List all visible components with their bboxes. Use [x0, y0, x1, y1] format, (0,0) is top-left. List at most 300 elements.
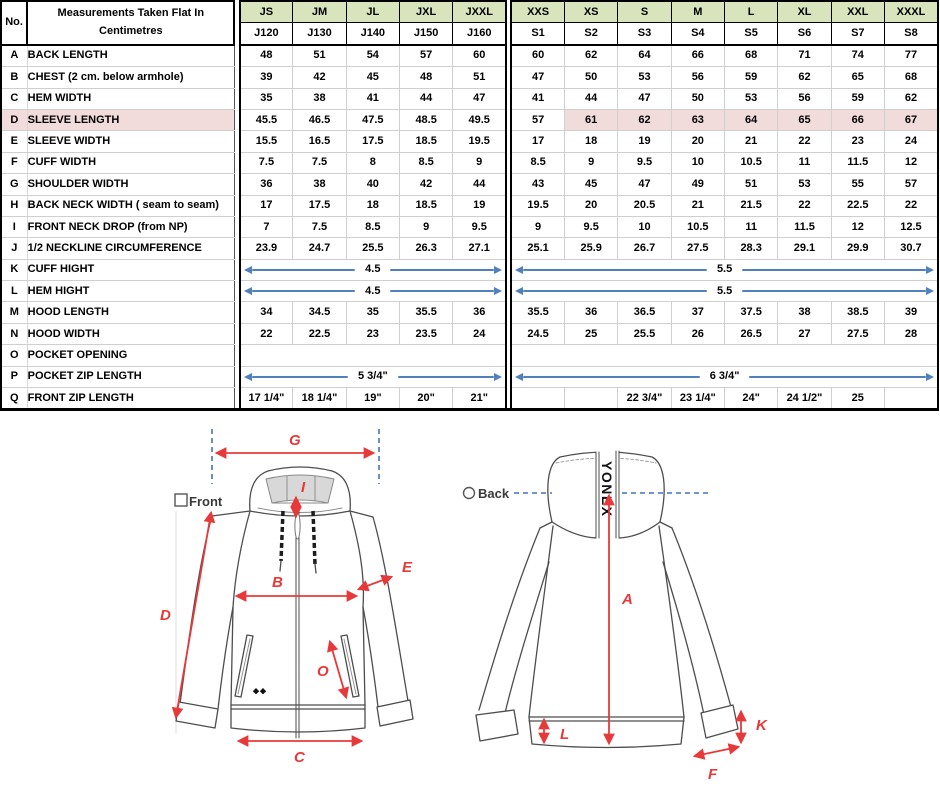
size-value-cell: 20.5	[618, 195, 671, 216]
measurement-label: HOOD WIDTH	[27, 323, 234, 344]
size-value-cell: 53	[724, 88, 777, 109]
size-value-cell: 19	[453, 195, 506, 216]
size-code-S8: S8	[884, 23, 938, 45]
size-value-cell: 29.9	[831, 238, 884, 259]
brand-logo-mark	[253, 688, 266, 694]
arrow-line	[742, 290, 926, 292]
size-code-J120: J120	[240, 23, 293, 45]
size-value-cell: 50	[565, 67, 618, 88]
size-value-cell: 22 3/4"	[618, 388, 671, 410]
size-value-cell: 10	[618, 216, 671, 237]
arrow-line	[523, 290, 707, 292]
size-value-cell: 24"	[724, 388, 777, 410]
arrow-line	[398, 376, 494, 378]
row-letter: M	[1, 302, 27, 323]
row-letter: O	[1, 345, 27, 366]
span-arrow	[512, 260, 937, 280]
size-value-cell: 37.5	[724, 302, 777, 323]
size-value-cell: 34	[240, 302, 293, 323]
size-header-XS: XS	[565, 1, 618, 23]
size-value-cell: 11	[724, 216, 777, 237]
front-view	[160, 429, 413, 766]
size-value-cell: 61	[565, 109, 618, 130]
size-header-XXS: XXS	[511, 1, 564, 23]
size-value-cell: 12	[831, 216, 884, 237]
size-value-cell: 66	[831, 109, 884, 130]
merged-j-cell	[240, 281, 507, 302]
size-value-cell: 50	[671, 88, 724, 109]
drawstring-tips	[280, 561, 316, 573]
arrow-right-head	[926, 373, 934, 381]
size-value-cell: 35	[346, 302, 399, 323]
size-value-cell: 8.5	[511, 152, 564, 173]
span-arrow	[241, 281, 506, 301]
size-value-cell: 9	[453, 152, 506, 173]
size-value-cell: 26.5	[724, 323, 777, 344]
size-value-cell: 60	[453, 45, 506, 67]
measurement-label: HOOD LENGTH	[27, 302, 234, 323]
size-code-J140: J140	[346, 23, 399, 45]
measurement-label: FRONT NECK DROP (from NP)	[27, 216, 234, 237]
size-value-cell: 24.7	[293, 238, 346, 259]
arrow-left-head	[244, 287, 252, 295]
garment-diagram	[0, 387, 940, 788]
arrow-right-head	[494, 266, 502, 274]
size-code-J150: J150	[399, 23, 452, 45]
size-value-cell: 66	[671, 45, 724, 67]
size-value-cell: 36	[240, 174, 293, 195]
size-value-cell: 8	[346, 152, 399, 173]
size-value-cell: 43	[511, 174, 564, 195]
d-arrow	[176, 513, 211, 717]
size-value-cell: 47	[453, 88, 506, 109]
size-value-cell: 12.5	[884, 216, 938, 237]
measurement-label: HEM HIGHT	[27, 281, 234, 302]
measurement-label: 1/2 NECKLINE CIRCUMFERENCE	[27, 238, 234, 259]
size-code-S6: S6	[778, 23, 831, 45]
row-letter: E	[1, 131, 27, 152]
size-value-cell: 42	[293, 67, 346, 88]
size-value-cell: 19"	[346, 388, 399, 410]
measurement-label: HEM WIDTH	[27, 88, 234, 109]
size-value-cell: 38	[293, 174, 346, 195]
arrow-value: 5.5	[716, 284, 733, 297]
letter-L: L	[560, 726, 570, 743]
size-value-cell: 65	[778, 109, 831, 130]
size-value-cell: 71	[778, 45, 831, 67]
size-value-cell: 22	[240, 323, 293, 344]
size-header-XXXL: XXXL	[884, 1, 938, 23]
size-value-cell: 51	[724, 174, 777, 195]
size-value-cell: 44	[565, 88, 618, 109]
arrow-left-head	[515, 373, 523, 381]
size-value-cell: 38	[778, 302, 831, 323]
size-value-cell: 11.5	[831, 152, 884, 173]
size-header-JL: JL	[346, 1, 399, 23]
size-value-cell: 21"	[453, 388, 506, 410]
letter-D: D	[160, 607, 171, 624]
size-value-cell: 25	[565, 323, 618, 344]
back-view-label: Back	[478, 486, 510, 501]
size-value-cell: 47	[511, 67, 564, 88]
size-code-S7: S7	[831, 23, 884, 45]
size-value-cell: 45.5	[240, 109, 293, 130]
size-header-JXXL: JXXL	[453, 1, 506, 23]
size-value-cell: 57	[511, 109, 564, 130]
measurement-label: BACK LENGTH	[27, 45, 234, 67]
size-value-cell: 45	[346, 67, 399, 88]
size-value-cell: 19.5	[511, 195, 564, 216]
size-value-cell: 22.5	[831, 195, 884, 216]
arrow-value: 5 3/4"	[357, 370, 388, 383]
row-letter: G	[1, 174, 27, 195]
size-value-cell: 63	[671, 109, 724, 130]
size-value-cell: 20	[565, 195, 618, 216]
no-column-header: No.	[1, 1, 27, 45]
merged-s-cell	[511, 366, 938, 387]
letter-A: A	[622, 591, 633, 608]
size-value-cell: 9	[565, 152, 618, 173]
size-value-cell: 57	[399, 45, 452, 67]
size-value-cell: 23 1/4"	[671, 388, 724, 410]
size-value-cell: 17	[511, 131, 564, 152]
size-value-cell: 51	[293, 45, 346, 67]
size-value-cell: 36	[565, 302, 618, 323]
size-value-cell: 49	[671, 174, 724, 195]
front-marker-square	[175, 494, 187, 506]
row-letter: I	[1, 216, 27, 237]
size-value-cell: 24	[453, 323, 506, 344]
size-value-cell: 19.5	[453, 131, 506, 152]
drawstring-left	[281, 511, 283, 561]
arrow-right-head	[926, 287, 934, 295]
size-value-cell: 77	[884, 45, 938, 67]
measurement-label: CHEST (2 cm. below armhole)	[27, 67, 234, 88]
size-header-JM: JM	[293, 1, 346, 23]
size-code-S4: S4	[671, 23, 724, 45]
size-value-cell: 45	[565, 174, 618, 195]
size-value-cell: 27	[778, 323, 831, 344]
size-value-cell: 47	[618, 174, 671, 195]
size-value-cell: 24.5	[511, 323, 564, 344]
size-value-cell: 74	[831, 45, 884, 67]
arrow-line	[390, 269, 494, 271]
letter-O: O	[317, 663, 329, 680]
letter-E: E	[402, 559, 413, 576]
size-value-cell: 57	[884, 174, 938, 195]
size-value-cell: 23	[831, 131, 884, 152]
measurements-header-line2: Centimetres	[99, 24, 163, 37]
size-value-cell: 65	[831, 67, 884, 88]
size-value-cell: 39	[240, 67, 293, 88]
back-view	[464, 451, 769, 783]
row-letter: N	[1, 323, 27, 344]
row-letter: J	[1, 238, 27, 259]
size-value-cell: 60	[511, 45, 564, 67]
size-value-cell: 11	[778, 152, 831, 173]
size-value-cell: 44	[399, 88, 452, 109]
arrow-line	[523, 269, 707, 271]
arrow-line	[390, 290, 494, 292]
row-letter: L	[1, 281, 27, 302]
size-value-cell: 22	[778, 195, 831, 216]
size-value-cell: 21	[671, 195, 724, 216]
size-value-cell: 23	[346, 323, 399, 344]
size-value-cell: 27.5	[671, 238, 724, 259]
arrow-left-head	[244, 373, 252, 381]
arrow-left-head	[515, 266, 523, 274]
size-value-cell: 17.5	[293, 195, 346, 216]
size-value-cell: 35.5	[399, 302, 452, 323]
arrow-left-head	[515, 287, 523, 295]
size-value-cell: 8.5	[346, 216, 399, 237]
measurements-header-line1: Measurements Taken Flat In	[57, 7, 205, 20]
size-value-cell: 40	[346, 174, 399, 195]
size-value-cell: 17.5	[346, 131, 399, 152]
size-header-JXL: JXL	[399, 1, 452, 23]
size-value-cell: 26	[671, 323, 724, 344]
row-letter: A	[1, 45, 27, 67]
size-value-cell: 9	[399, 216, 452, 237]
hood-brand-text: YONEX	[599, 461, 615, 518]
size-value-cell: 30.7	[884, 238, 938, 259]
size-header-XXL: XXL	[831, 1, 884, 23]
size-value-cell: 8.5	[399, 152, 452, 173]
arrow-line	[252, 376, 348, 378]
size-value-cell: 23.5	[399, 323, 452, 344]
size-value-cell: 19	[618, 131, 671, 152]
measurement-label: POCKET ZIP LENGTH	[27, 366, 234, 387]
size-value-cell: 25.5	[346, 238, 399, 259]
arrow-line	[252, 290, 356, 292]
size-value-cell: 26.3	[399, 238, 452, 259]
size-code-J130: J130	[293, 23, 346, 45]
size-header-S: S	[618, 1, 671, 23]
size-value-cell: 64	[724, 109, 777, 130]
size-value-cell: 22.5	[293, 323, 346, 344]
size-value-cell: 41	[511, 88, 564, 109]
size-value-cell: 47.5	[346, 109, 399, 130]
merged-j-cell	[240, 345, 507, 366]
size-value-cell: 17	[240, 195, 293, 216]
front-view-label: Front	[189, 494, 223, 509]
span-arrow	[512, 281, 937, 301]
arrow-value: 5.5	[716, 263, 733, 276]
size-value-cell: 36.5	[618, 302, 671, 323]
size-value-cell: 24	[884, 131, 938, 152]
size-value-cell: 27.5	[831, 323, 884, 344]
size-value-cell: 9.5	[565, 216, 618, 237]
size-value-cell: 25	[831, 388, 884, 410]
size-value-cell: 49.5	[453, 109, 506, 130]
size-value-cell: 12	[884, 152, 938, 173]
size-value-cell: 18 1/4"	[293, 388, 346, 410]
size-value-cell: 28.3	[724, 238, 777, 259]
size-value-cell: 68	[884, 67, 938, 88]
size-value-cell: 22	[884, 195, 938, 216]
size-value-cell: 42	[399, 174, 452, 195]
row-letter: H	[1, 195, 27, 216]
size-value-cell: 20	[671, 131, 724, 152]
drawstring-right	[313, 511, 315, 564]
merged-s-cell	[511, 259, 938, 280]
size-value-cell: 35	[240, 88, 293, 109]
size-value-cell: 16.5	[293, 131, 346, 152]
size-value-cell: 24 1/2"	[778, 388, 831, 410]
size-header-L: L	[724, 1, 777, 23]
size-value-cell: 7.5	[240, 152, 293, 173]
size-value-cell: 15.5	[240, 131, 293, 152]
merged-j-cell	[240, 259, 507, 280]
size-value-cell: 11.5	[778, 216, 831, 237]
arrow-line	[252, 269, 356, 271]
measurement-label: CUFF WIDTH	[27, 152, 234, 173]
size-value-cell: 62	[778, 67, 831, 88]
measurement-label: SLEEVE LENGTH	[27, 109, 234, 130]
size-value-cell: 55	[831, 174, 884, 195]
f-arrow	[695, 747, 738, 756]
size-value-cell: 7.5	[293, 216, 346, 237]
size-value-cell: 18	[565, 131, 618, 152]
measurement-label: SHOULDER WIDTH	[27, 174, 234, 195]
measurement-label: SLEEVE WIDTH	[27, 131, 234, 152]
size-value-cell: 48.5	[399, 109, 452, 130]
arrow-right-head	[494, 287, 502, 295]
size-value-cell: 27.1	[453, 238, 506, 259]
size-value-cell: 26.7	[618, 238, 671, 259]
row-letter: Q	[1, 388, 27, 410]
size-value-cell: 10.5	[671, 216, 724, 237]
size-value-cell: 21	[724, 131, 777, 152]
measurement-label: CUFF HIGHT	[27, 259, 234, 280]
letter-C: C	[294, 749, 305, 766]
measurement-label: POCKET OPENING	[27, 345, 234, 366]
row-letter: K	[1, 259, 27, 280]
size-code-J160: J160	[453, 23, 506, 45]
span-arrow	[241, 260, 506, 280]
row-letter: C	[1, 88, 27, 109]
size-code-S1: S1	[511, 23, 564, 45]
size-value-cell: 37	[671, 302, 724, 323]
size-value-cell: 47	[618, 88, 671, 109]
size-value-cell: 29.1	[778, 238, 831, 259]
size-code-S5: S5	[724, 23, 777, 45]
arrow-line	[742, 269, 926, 271]
size-value-cell: 25.5	[618, 323, 671, 344]
measurements-header	[27, 1, 234, 45]
size-value-cell: 59	[724, 67, 777, 88]
size-value-cell: 48	[240, 45, 293, 67]
size-value-cell: 53	[618, 67, 671, 88]
row-letter: P	[1, 366, 27, 387]
letter-K: K	[756, 717, 767, 734]
letter-F: F	[708, 766, 718, 783]
size-header-M: M	[671, 1, 724, 23]
arrow-left-head	[244, 266, 252, 274]
letter-B: B	[272, 574, 283, 591]
size-value-cell: 41	[346, 88, 399, 109]
row-letter: D	[1, 109, 27, 130]
arrow-value: 4.5	[365, 263, 381, 276]
size-value-cell: 18.5	[399, 131, 452, 152]
arrow-right-head	[494, 373, 502, 381]
size-value-cell: 56	[778, 88, 831, 109]
size-value-cell: 21.5	[724, 195, 777, 216]
size-value-cell: 20"	[399, 388, 452, 410]
arrow-value: 4.5	[365, 284, 381, 297]
size-value-cell: 51	[453, 67, 506, 88]
size-value-cell: 9.5	[618, 152, 671, 173]
letter-I: I	[301, 479, 306, 496]
row-letter: B	[1, 67, 27, 88]
size-value-cell: 25.9	[565, 238, 618, 259]
merged-j-cell	[240, 366, 507, 387]
size-value-cell: 68	[724, 45, 777, 67]
letter-G: G	[289, 432, 301, 449]
size-value-cell: 18.5	[399, 195, 452, 216]
size-value-cell: 38.5	[831, 302, 884, 323]
size-value-cell: 17 1/4"	[240, 388, 293, 410]
span-arrow	[512, 367, 937, 387]
size-value-cell: 22	[778, 131, 831, 152]
size-value-cell: 53	[778, 174, 831, 195]
size-value-cell: 48	[399, 67, 452, 88]
size-value-cell: 56	[671, 67, 724, 88]
size-value-cell: 23.9	[240, 238, 293, 259]
size-value-cell: 64	[618, 45, 671, 67]
arrow-line	[749, 376, 926, 378]
size-code-S3: S3	[618, 23, 671, 45]
size-value-cell: 25.1	[511, 238, 564, 259]
size-value-cell: 59	[831, 88, 884, 109]
size-header-JS: JS	[240, 1, 293, 23]
size-value-cell: 18	[346, 195, 399, 216]
measurement-label: FRONT ZIP LENGTH	[27, 388, 234, 410]
span-arrow	[241, 367, 506, 387]
measurement-label: BACK NECK WIDTH ( seam to seam)	[27, 195, 234, 216]
e-arrow	[359, 577, 391, 589]
size-value-cell: 44	[453, 174, 506, 195]
size-value-cell: 28	[884, 323, 938, 344]
size-value-cell: 10.5	[724, 152, 777, 173]
merged-s-cell	[511, 345, 938, 366]
size-value-cell: 7.5	[293, 152, 346, 173]
size-value-cell: 46.5	[293, 109, 346, 130]
size-value-cell: 10	[671, 152, 724, 173]
size-value-cell: 39	[884, 302, 938, 323]
size-value-cell: 7	[240, 216, 293, 237]
back-marker-circle	[464, 488, 475, 499]
size-value-cell: 34.5	[293, 302, 346, 323]
size-value-cell: 35.5	[511, 302, 564, 323]
size-value-cell: 54	[346, 45, 399, 67]
size-value-cell: 9.5	[453, 216, 506, 237]
arrow-line	[523, 376, 700, 378]
arrow-value: 6 3/4"	[709, 370, 740, 383]
size-value-cell: 62	[884, 88, 938, 109]
merged-s-cell	[511, 281, 938, 302]
size-value-cell: 36	[453, 302, 506, 323]
size-value-cell: 38	[293, 88, 346, 109]
size-code-S2: S2	[565, 23, 618, 45]
size-value-cell: 62	[565, 45, 618, 67]
row-letter: F	[1, 152, 27, 173]
arrow-right-head	[926, 266, 934, 274]
size-value-cell: 9	[511, 216, 564, 237]
size-value-cell: 67	[884, 109, 938, 130]
size-value-cell: 62	[618, 109, 671, 130]
size-header-XL: XL	[778, 1, 831, 23]
